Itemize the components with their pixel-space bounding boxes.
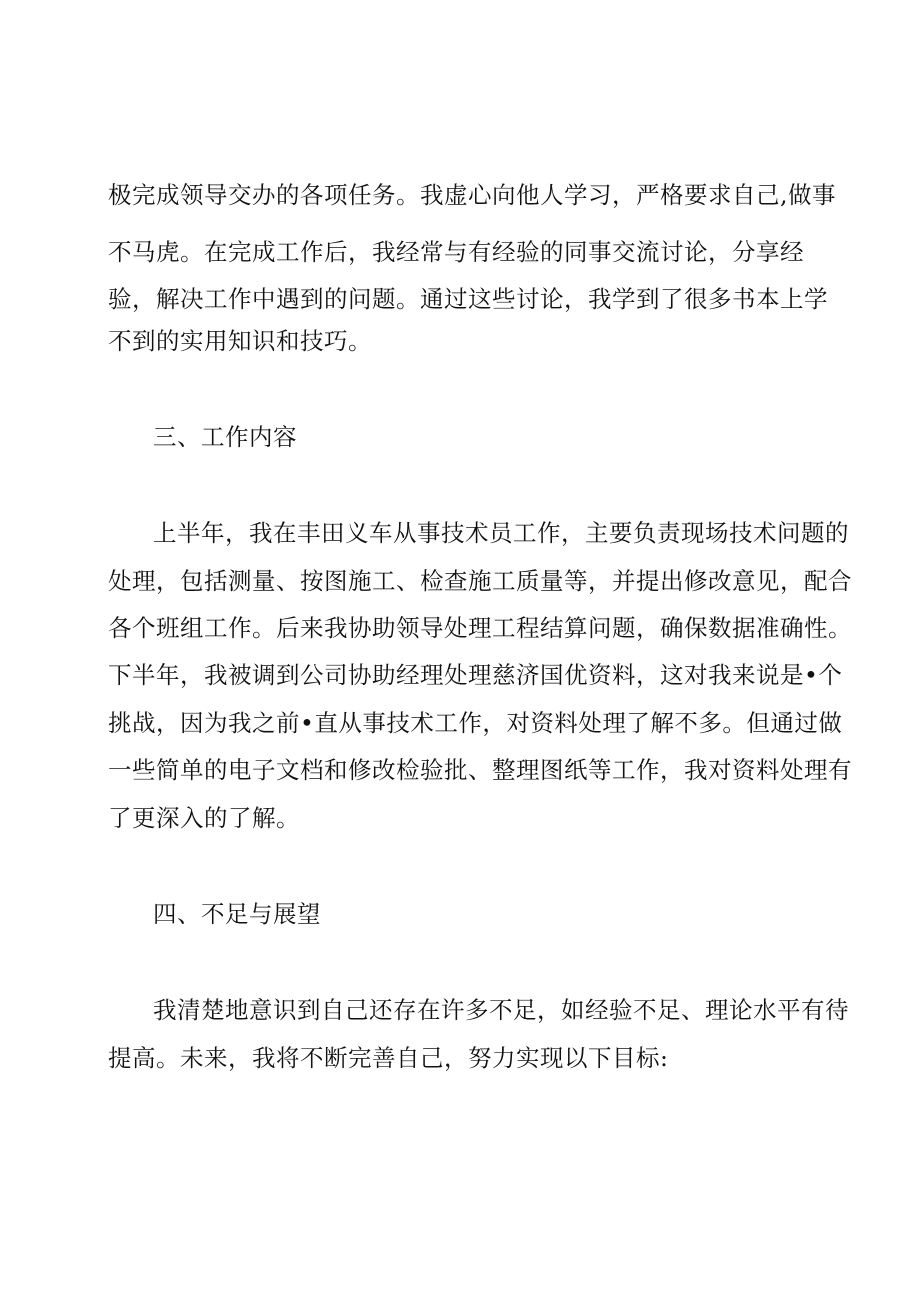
paragraph-line: 下半年，我被调到公司协助经理处理慈济国优资料，这对我来说是•个 <box>108 661 843 689</box>
paragraph-line: 提高。未来，我将不断完善自己，努力实现以下目标: <box>108 1044 669 1072</box>
paragraph-line: 各个班组工作。后来我协助领导处理工程结算问题，确保数据准确性。 <box>108 614 852 642</box>
paragraph-line: 我清楚地意识到自己还存在许多不足，如经验不足、理论水平有待 <box>153 996 849 1024</box>
section-heading-shortcomings: 四、不足与展望 <box>153 900 321 928</box>
paragraph-line: 不马虎。在完成工作后，我经常与有经验的同事交流讨论，分享经 <box>108 238 804 266</box>
paragraph-line: 极完成领导交办的各项任务。我虚心向他人学习，严格要求自己,做事 <box>108 181 836 209</box>
paragraph-line: 上半年，我在丰田义车从事技术员工作，主要负责现场技术问题的 <box>153 519 849 547</box>
paragraph-line: 处理，包括测量、按图施工、检查施工质量等，并提出修改意见，配合 <box>108 567 852 595</box>
paragraph-line: 挑战，因为我之前•直从事技术工作，对资料处理了解不多。但通过做 <box>108 709 843 737</box>
paragraph-line: 验，解决工作中遇到的问题。通过这些讨论，我学到了很多书本上学 <box>108 285 828 313</box>
section-heading-work-content: 三、工作内容 <box>153 423 297 451</box>
paragraph-line: 了更深入的了解。 <box>108 804 300 832</box>
paragraph-line: 不到的实用知识和技巧。 <box>108 327 372 355</box>
paragraph-line: 一些简单的电子文档和修改检验批、整理图纸等工作，我对资料处理有 <box>108 756 852 784</box>
